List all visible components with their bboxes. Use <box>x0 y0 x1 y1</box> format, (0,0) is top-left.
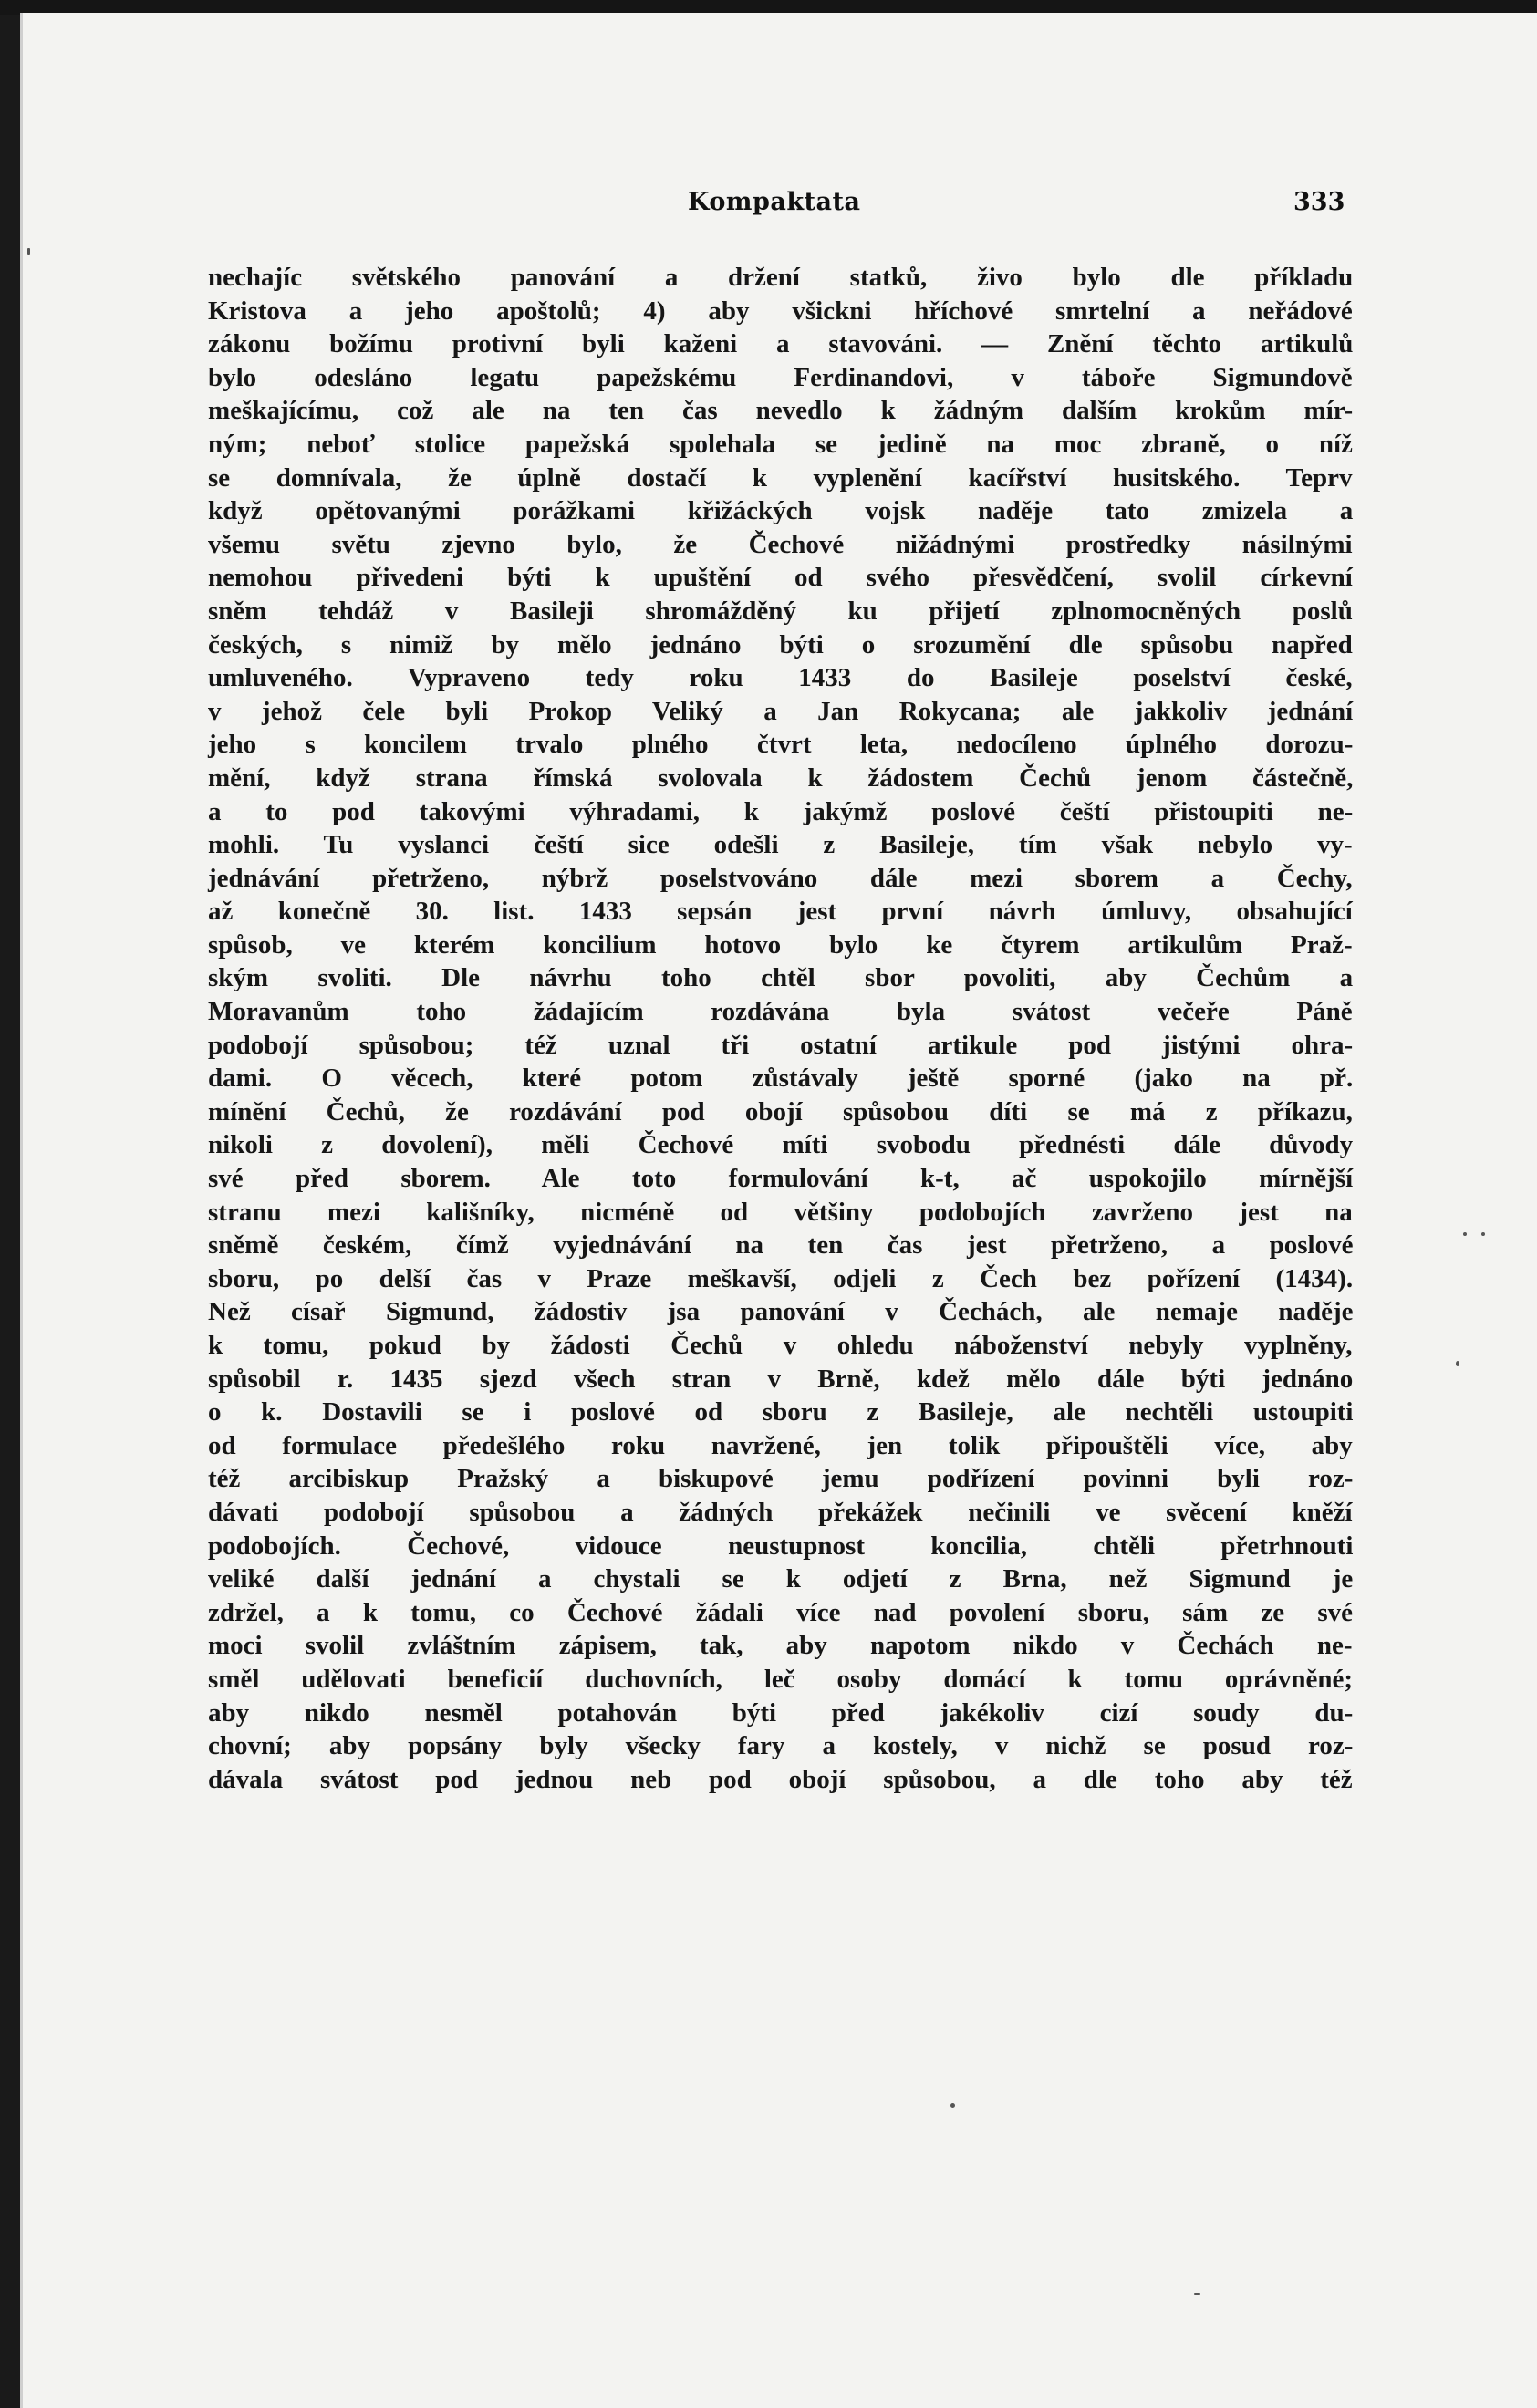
text-line: v jehož čele byli Prokop Veliký a Jan Rokycana; ale jakkoliv jednání <box>208 696 1354 726</box>
text-line: spůsobil r. 1435 sjezd všech stran v Brně, kdež mělo dále býti jednáno <box>208 1364 1354 1394</box>
text-line: mění, když strana římská svolovala k žádostem Čechů jenom částečně, <box>208 763 1354 793</box>
text-line: mínění Čechů, že rozdávání pod obojí spůsobou díti se má z příkazu, <box>208 1096 1353 1126</box>
text-line: podobojích. Čechové, vidouce neustupnost koncilia, chtěli přetrhnouti <box>208 1531 1354 1561</box>
text-line: Moravanům toho žádajícím rozdávána byla svátost večeře Páně <box>208 997 1353 1027</box>
text-line: dami. O věcech, které potom zůstávaly ještě sporné (jako na př. <box>208 1064 1354 1094</box>
book-page <box>20 13 1537 2408</box>
text-line: ným; neboť stolice papežská spolehala se jedině na moc zbraně, o níž <box>208 429 1353 459</box>
text-line: bylo odesláno legatu papežskému Ferdinandovi, v táboře Sigmundově <box>208 362 1353 392</box>
text-line: se domnívala, že úplně dostačí k vyplenění kacířství husitského. Teprv <box>208 462 1353 493</box>
text-line: ským svoliti. Dle návrhu toho chtěl sbor povoliti, aby Čechům a <box>208 963 1354 993</box>
page-header <box>20 188 1537 224</box>
text-line: všemu světu zjevno bylo, že Čechové nižádnými prostředky násilnými <box>208 529 1353 559</box>
text-line: veliké další jednání a chystali se k odjetí z Brna, než Sigmund je <box>208 1564 1354 1594</box>
text-line: až konečně 30. list. 1433 sepsán jest první návrh úmluvy, obsahující <box>208 897 1353 927</box>
text-line: zákonu božímu protivní byli kaženi a stavováni. — Znění těchto artikulů <box>208 329 1354 359</box>
body-text <box>208 261 1353 1796</box>
text-line: chovní; aby popsány byly všecky fary a kostely, v nichž se posud roz- <box>208 1731 1354 1761</box>
text-line: stranu mezi kališníky, nicméně od většiny podobojích zavrženo jest na <box>208 1197 1353 1227</box>
margin-speck <box>950 2103 955 2108</box>
text-line: spůsob, ve kterém koncilium hotovo bylo ke čtyrem artikulům Praž- <box>208 929 1353 960</box>
text-line: a to pod takovými výhradami, k jakýmž poslové čeští přistoupiti ne- <box>208 796 1354 826</box>
text-line: Kristova a jeho apoštolů; 4) aby všickni hříchové smrtelní a neřádové <box>208 296 1353 326</box>
margin-speck <box>1194 2293 1200 2295</box>
text-line: českých, s nimiž by mělo jednáno býti o srozumění dle spůsobu napřed <box>208 629 1353 659</box>
text-line: sboru, po delší čas v Praze meškavší, odjeli z Čech bez pořízení (1434). <box>208 1263 1354 1293</box>
text-line: k tomu, pokud by žádosti Čechů v ohledu náboženství nebyly vyplněny, <box>208 1331 1353 1360</box>
text-line: moci svolil zvláštním zápisem, tak, aby napotom nikdo v Čechách ne- <box>208 1631 1353 1661</box>
text-line: Než císař Sigmund, žádostiv jsa panování v Čechách, ale nemaje naděje <box>208 1297 1354 1327</box>
text-line: sněm tehdáž v Basileji shromážděný ku přijetí zplnomocněných poslů <box>208 596 1353 626</box>
text-line: umluveného. Vypraveno tedy roku 1433 do Basileje poselství české, <box>208 663 1353 693</box>
text-line: podobojí spůsobou; též uznal tři ostatní artikule pod jistými ohra- <box>208 1030 1354 1060</box>
text-line: od formulace předešlého roku navržené, jen tolik připouštěli více, aby <box>208 1430 1353 1460</box>
margin-speck <box>27 248 30 255</box>
margin-speck <box>1456 1361 1459 1366</box>
text-line: o k. Dostavili se i poslové od sboru z Basileje, ale nechtěli ustoupiti <box>208 1397 1354 1427</box>
text-line: dávala svátost pod jednou neb pod obojí spůsobou, a dle toho aby též <box>208 1764 1353 1794</box>
margin-speck <box>1463 1232 1467 1236</box>
text-line: aby nikdo nesměl potahován býti před jakékoliv cizí soudy du- <box>208 1697 1354 1728</box>
text-line: meškajícímu, což ale na ten čas nevedlo k žádným dalším krokům mír- <box>208 396 1354 426</box>
page-number: 333 <box>1293 188 1345 216</box>
text-line: dávati podobojí spůsobou a žádných překážek nečinili ve svěcení kněží <box>208 1497 1353 1527</box>
running-title: Kompaktata <box>688 188 861 216</box>
text-line: též arcibiskup Pražský a biskupové jemu podřízení povinni byli roz- <box>208 1464 1354 1494</box>
text-line: nemohou přivedeni býti k upuštění od svého přesvědčení, svolil církevní <box>208 563 1353 593</box>
text-line: mohli. Tu vyslanci čeští sice odešli z Basileje, tím však nebylo vy- <box>208 830 1353 860</box>
margin-speck <box>1481 1232 1485 1236</box>
text-line: když opětovanými porážkami křižáckých vojsk naděje tato zmizela a <box>208 496 1354 526</box>
text-line: své před sborem. Ale toto formulování k-t, ač uspokojilo mírnější <box>208 1164 1354 1194</box>
text-line: zdržel, a k tomu, co Čechové žádali více nad povolení sboru, sám ze své <box>208 1597 1353 1627</box>
text-line: jednávání přetrženo, nýbrž poselstvováno dále mezi sborem a Čechy, <box>208 863 1353 893</box>
text-line: sněmě českém, čímž vyjednávání na ten čas jest přetrženo, a poslové <box>208 1230 1354 1261</box>
text-line: nechajíc světského panování a držení statků, živo bylo dle příkladu <box>208 263 1354 292</box>
text-line: směl udělovati beneficií duchovních, leč osoby domácí k tomu oprávněné; <box>208 1664 1354 1694</box>
text-line: nikoli z dovolení), měli Čechové míti svobodu přednésti dále důvody <box>208 1130 1354 1160</box>
text-line: jeho s koncilem trvalo plného čtvrt leta, nedocíleno úplného dorozu- <box>208 730 1354 760</box>
